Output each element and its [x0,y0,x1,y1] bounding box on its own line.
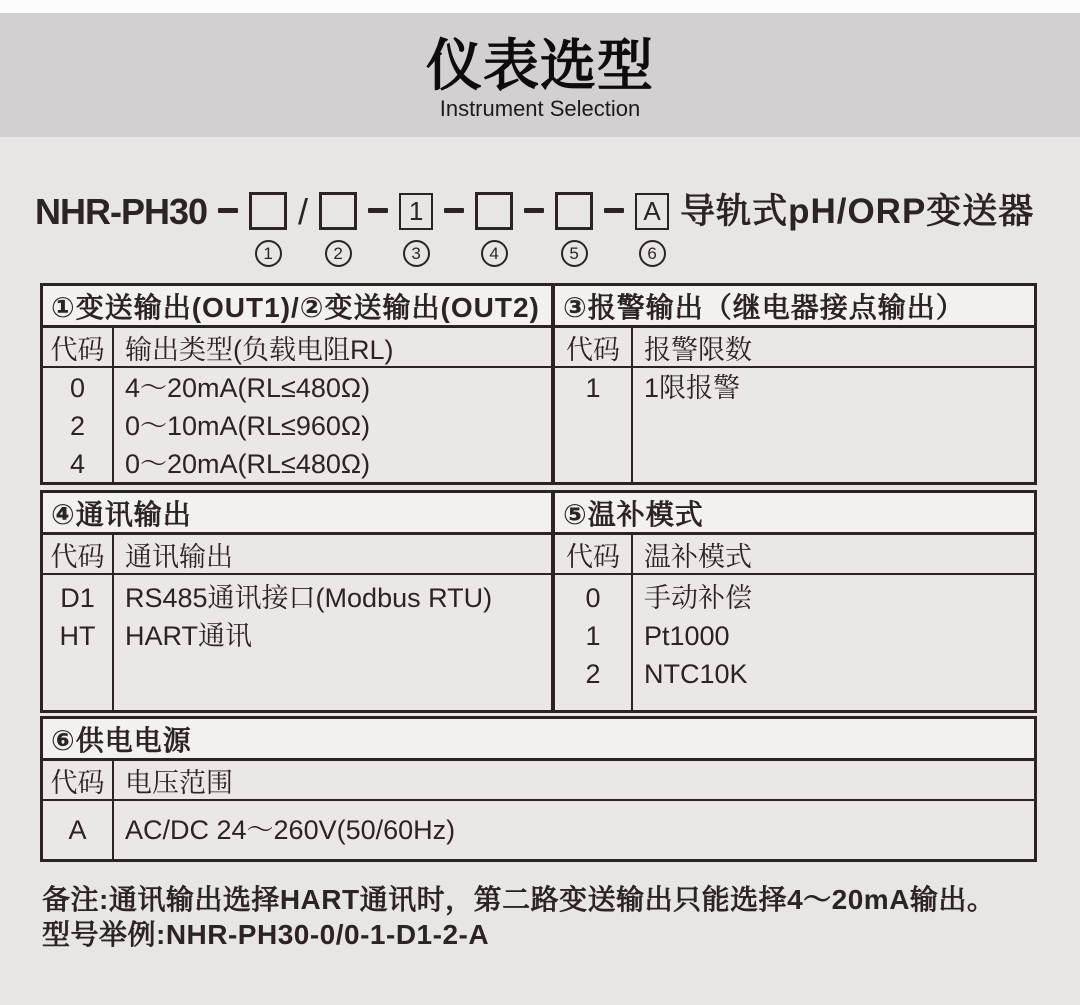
table-transmitter-alarm [40,283,1037,485]
code-column [43,801,114,859]
column-header-desc: 输出类型(负载电阻RL) [125,334,394,365]
code-cell: 1 [585,373,601,403]
model-slot-3 [399,192,433,267]
page-title: 仪表选型 [426,34,654,97]
model-suffix: 导轨式pH/ORP变送器 [680,192,1035,231]
code-column [43,368,114,483]
column-header-code: 代码 [555,328,633,366]
section-tempcomp-mode [555,493,1034,710]
section-comm-output [43,493,555,710]
slash-separator: / [298,191,309,232]
footer-notes [42,882,1042,952]
table-body [555,368,1034,482]
desc-cell: 4～20mA(RL≤480Ω) [125,373,371,403]
model-slot-1-number: 1 [255,240,282,267]
column-header-code: 代码 [43,761,114,799]
table-body [555,575,1034,710]
section-title: ③报警输出（继电器接点输出） [555,286,1034,328]
section-alarm-output [555,286,1034,482]
code-cell: A [68,815,87,845]
top-white-strip [0,0,1080,13]
desc-column [114,801,1034,859]
dash-separator [368,208,388,213]
model-slot-1 [249,192,287,267]
desc-column [114,368,551,483]
code-cell: 2 [69,411,86,441]
model-slot-2 [319,192,357,267]
column-header-code: 代码 [43,535,114,573]
model-slot-5-number: 5 [561,240,588,267]
table-body [43,368,551,483]
column-header-row [43,761,1034,801]
code-cell: 0 [69,373,86,403]
section-title: ⑥供电电源 [43,719,1034,761]
code-column [555,575,633,710]
page-header [0,13,1080,137]
column-header-code: 代码 [43,328,114,366]
code-cell: D1 [60,583,95,613]
desc-cell: 0～10mA(RL≤960Ω) [125,411,371,441]
column-header-row [43,535,551,575]
code-cell: 4 [69,449,86,479]
model-slot-4 [475,192,513,267]
column-header-desc: 电压范围 [125,767,233,798]
section-transmitter-output [43,286,555,482]
desc-cell: HART通讯 [125,621,253,651]
desc-cell: RS485通讯接口(Modbus RTU) [125,583,493,613]
column-header-desc: 报警限数 [644,334,752,365]
code-cell: 0 [585,583,601,613]
model-slot-6-box: A [635,193,669,230]
section-title: ⑤温补模式 [555,493,1034,535]
column-header-row [555,328,1034,368]
model-slot-1-box [249,192,287,230]
code-column [43,575,114,710]
desc-cell: AC/DC 24～260V(50/60Hz) [125,815,456,845]
desc-cell: NTC10K [644,659,748,689]
model-slot-3-number: 3 [403,240,430,267]
model-slot-2-number: 2 [325,240,352,267]
column-header-desc: 温补模式 [644,541,752,572]
table-body [43,575,551,710]
model-slot-4-box [475,192,513,230]
dash-separator [604,208,624,213]
model-slot-6 [635,192,669,267]
table-body [43,801,1034,859]
table-comm-tempcomp [40,490,1037,713]
model-slot-2-box [319,192,357,230]
code-cell: HT [59,621,96,651]
code-cell: 1 [585,621,601,651]
note-model-example: 型号举例:NHR-PH30-0/0-1-D1-2-A [42,919,490,950]
desc-column [633,575,1034,710]
model-slot-3-box: 1 [399,193,433,230]
note-remark: 备注:通讯输出选择HART通讯时，第二路变送输出只能选择4～20mA输出。 [42,884,996,915]
dash-separator [524,208,544,213]
code-cell: 2 [585,659,601,689]
model-slot-5 [555,192,593,267]
dash-separator [444,208,464,213]
model-prefix: NHR-PH30 [35,191,208,232]
desc-cell: 手动补偿 [644,583,752,613]
column-header-code: 代码 [555,535,633,573]
section-title: ④通讯输出 [43,493,551,535]
page-subtitle: Instrument Selection [439,96,641,121]
model-slot-6-number: 6 [639,240,666,267]
desc-cell: 1限报警 [644,373,741,403]
dash-separator [218,208,238,213]
section-power-supply [43,719,1034,859]
desc-cell: Pt1000 [644,621,730,651]
column-header-row [43,328,551,368]
model-slot-5-box [555,192,593,230]
desc-column [114,575,551,710]
section-title: ①变送输出(OUT1)/②变送输出(OUT2) [43,286,551,328]
column-header-desc: 通讯输出 [125,541,233,572]
model-slot-4-number: 4 [481,240,508,267]
table-power-supply [40,716,1037,862]
desc-column [633,368,1034,482]
code-column [555,368,633,482]
model-code-line [35,192,1034,267]
desc-cell: 0～20mA(RL≤480Ω) [125,449,371,479]
column-header-row [555,535,1034,575]
